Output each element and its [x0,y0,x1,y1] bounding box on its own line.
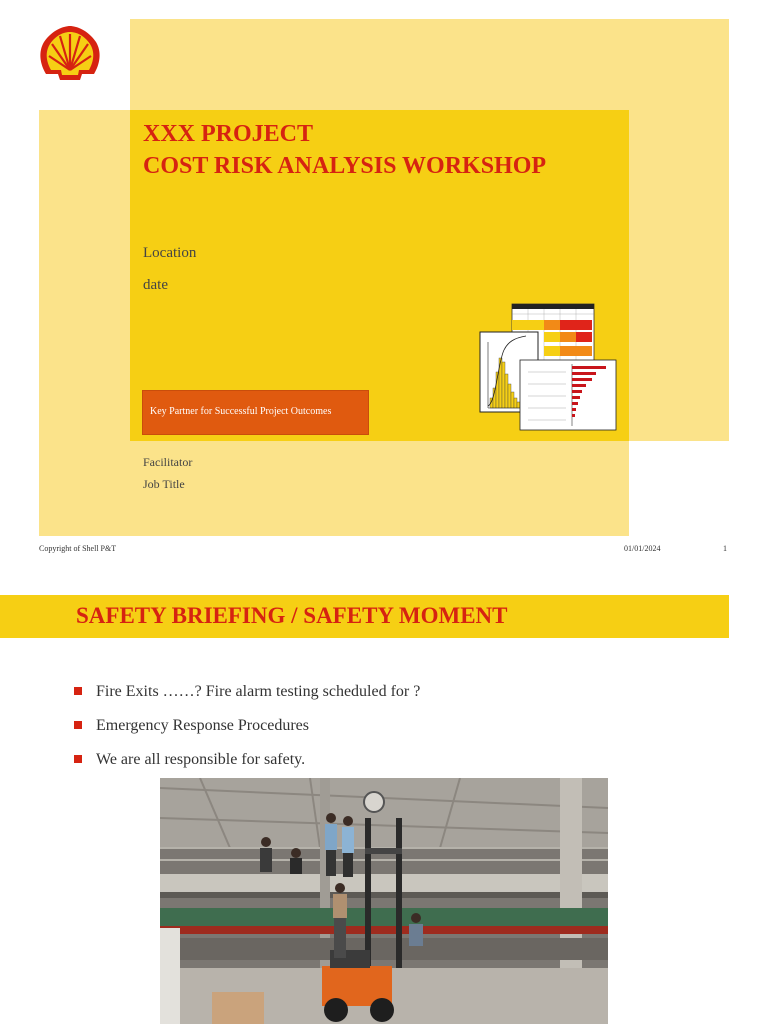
facilitator-text: Facilitator [143,455,193,469]
presentation-title [143,118,546,182]
bullet-square-icon [74,687,82,695]
warehouse-forklift-icon [160,778,608,1024]
shell-logo-icon [38,24,102,82]
list-item [74,715,420,749]
bullet-text: We are all responsible for safety. [96,751,306,768]
bullet-text: Emergency Response Procedures [96,717,309,734]
job-title-text: Job Title [143,477,185,491]
footer-page-number: 1 [723,544,727,553]
safety-bullet-list [74,681,420,783]
location-text: Location [143,245,197,261]
safety-title: SAFETY BRIEFING / SAFETY MOMENT [76,603,508,628]
title-line-2: COST RISK ANALYSIS WORKSHOP [143,153,547,179]
title-line-1: XXX PROJECT [143,121,314,147]
footer-copyright: Copyright of Shell P&T [39,544,117,553]
risk-analysis-illustration-icon [478,302,618,432]
date-text: date [143,277,168,293]
footer-date: 01/01/2024 [624,544,661,553]
bullet-square-icon [74,721,82,729]
bullet-text: Fire Exits ……? Fire alarm testing scheduled for ? [96,683,421,700]
list-item [74,681,420,715]
bullet-square-icon [74,755,82,763]
warehouse-photo [160,778,608,1024]
tagline-text: Key Partner for Successful Project Outcomes [150,406,332,417]
